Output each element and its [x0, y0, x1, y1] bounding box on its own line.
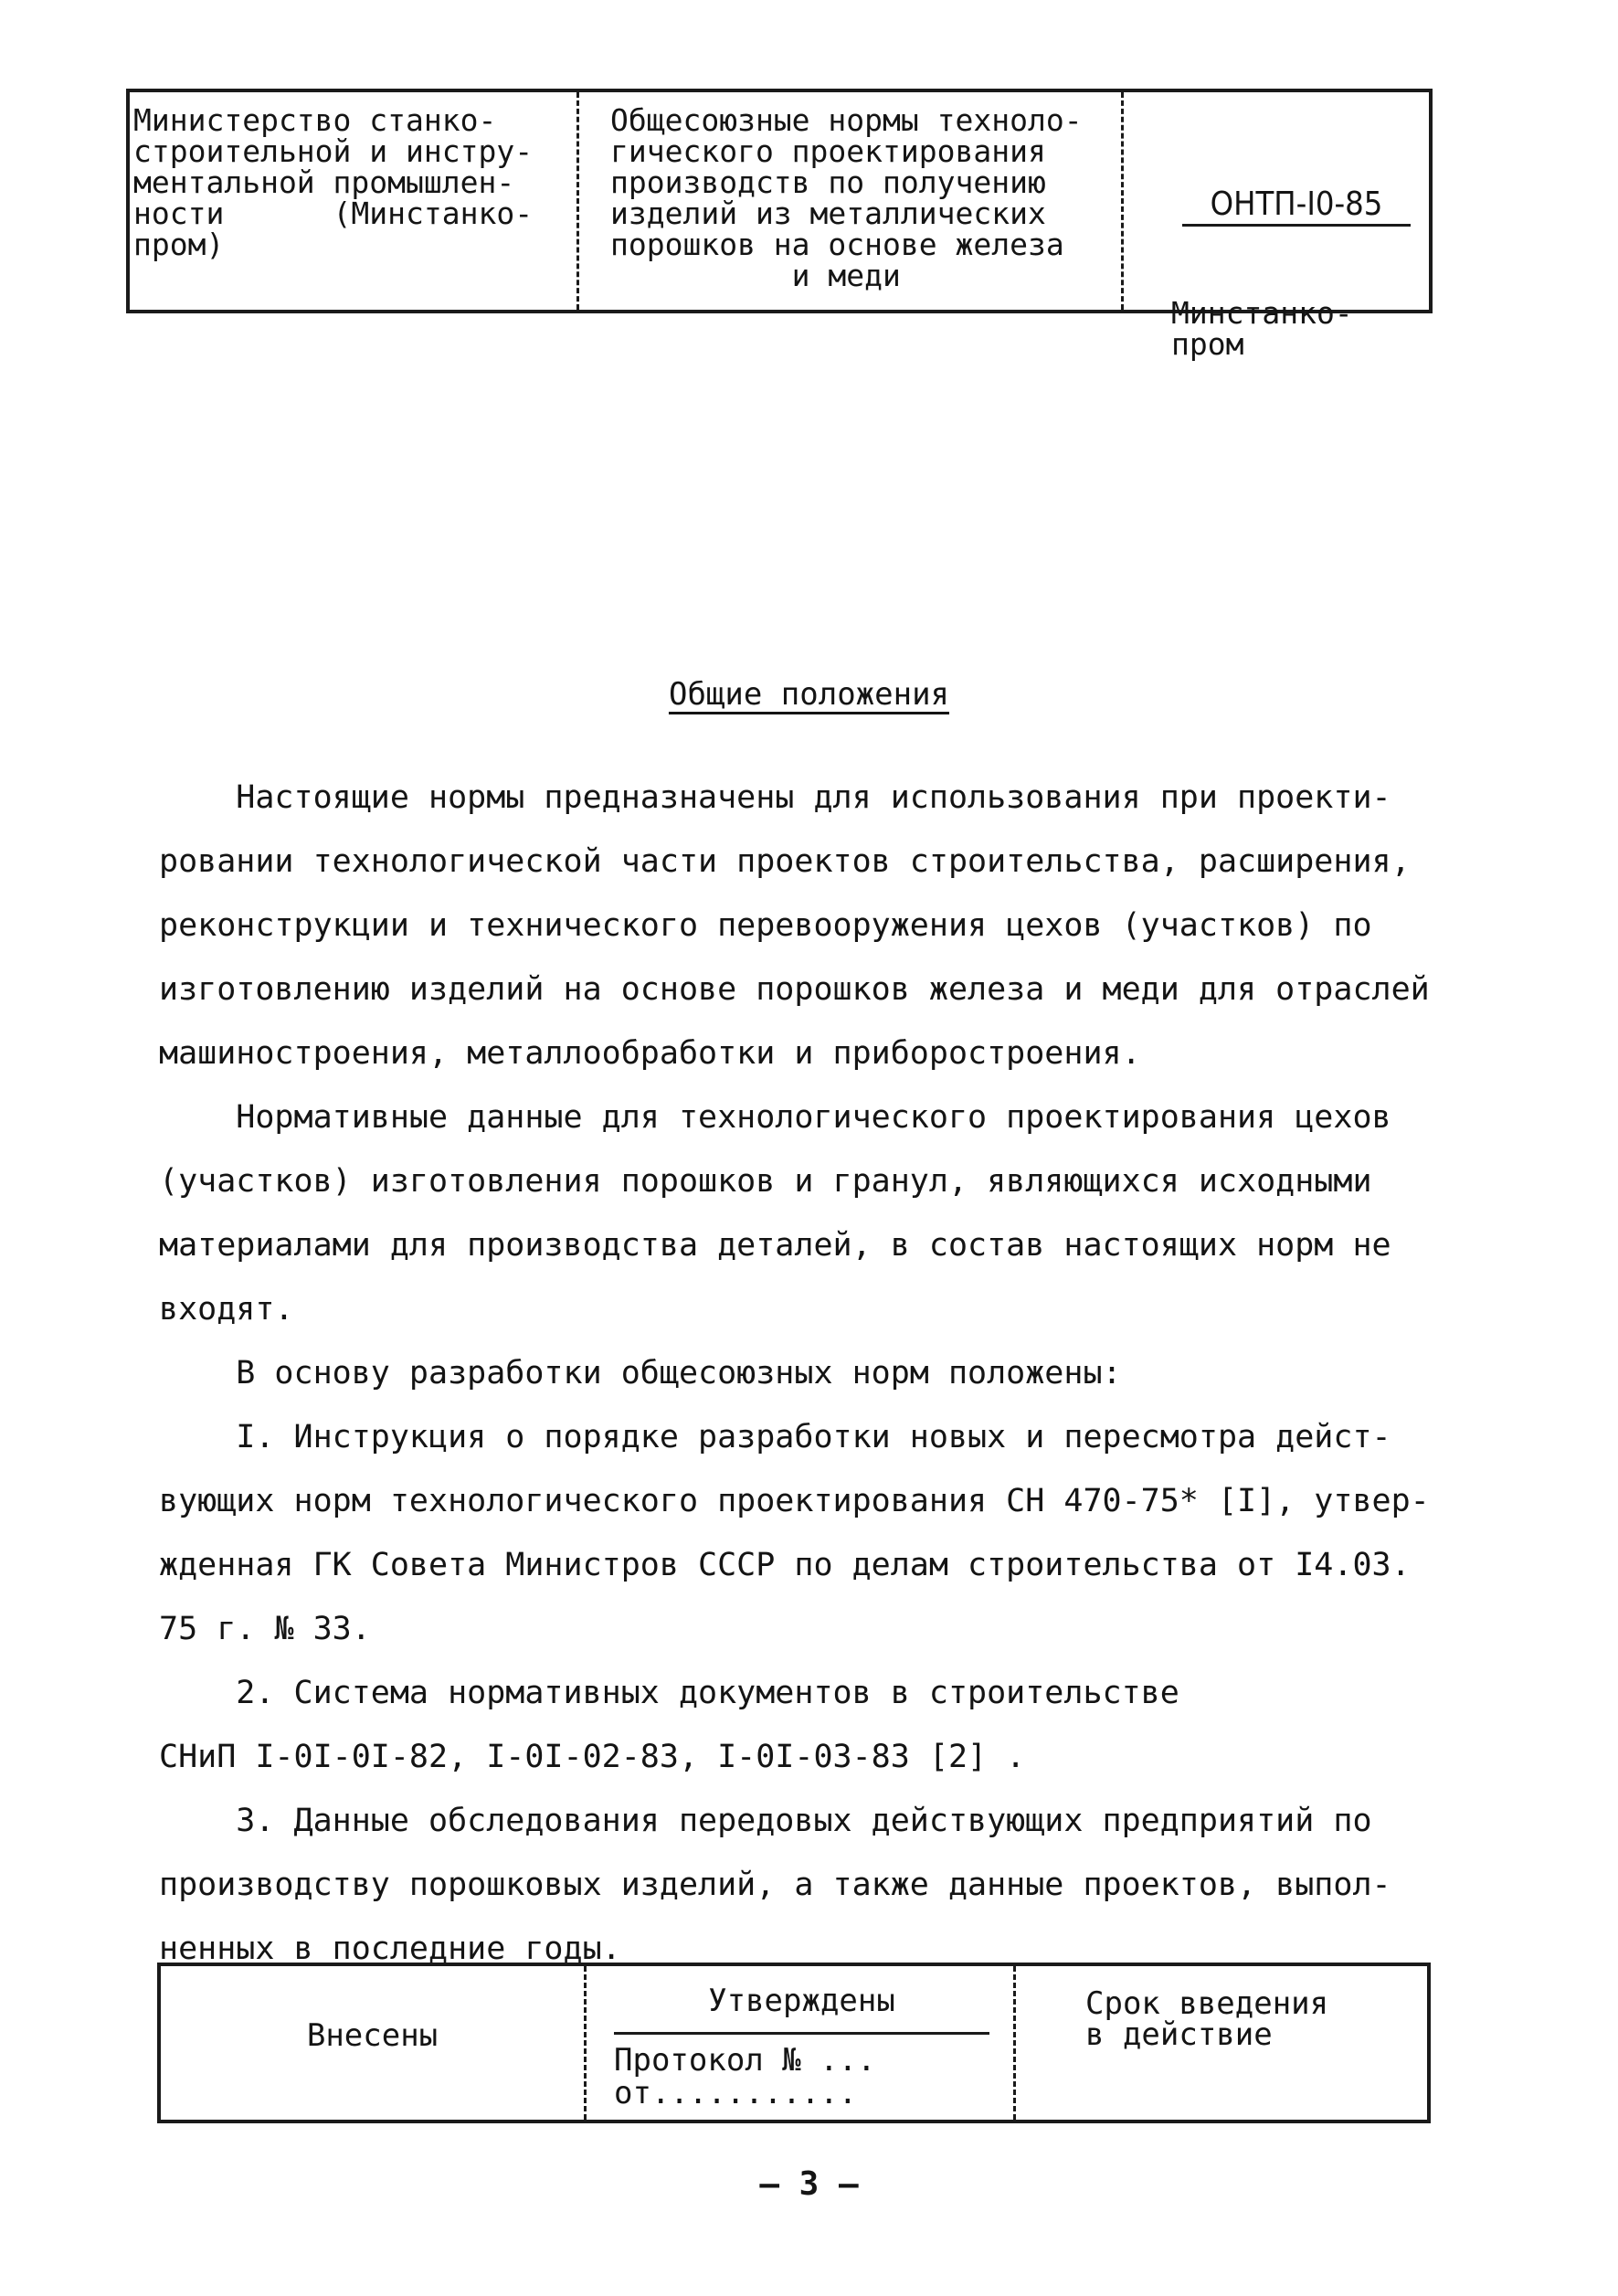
protocol-line: Протокол № ... от........... [614, 2042, 876, 2111]
effective-date-label: Срок введения в действие [1085, 1985, 1329, 2053]
approved-cell [587, 1966, 1016, 2120]
code-cell [1124, 92, 1429, 362]
submitted-cell [161, 1966, 587, 2120]
section-title [0, 676, 1618, 713]
page-number: — 3 — [759, 2165, 859, 2203]
document-title: Общесоюзные нормы техноло- гического проектирования производств по получению изделий из металлических порошков на основе железа и меди [579, 92, 1124, 310]
ministry-short-name: Минстанко- пром [1171, 295, 1353, 362]
body-text: Настоящие нормы предназначены для использования при проекти- ровании технологической части проектов строительства, расширения, реконструкции и технического перевооружения цехов (участков) по изготовлению изделий на основе порошков железа и меди для отраслей машиностроения, металлообработки и приборостроения. Нормативные данные для технологического проектирования цехов (участков) изготовления порошков и гранул, являющихся исходными материалами для производства деталей, в состав настоящих норм не входят. В основу разработки общесоюзных норм положены: I. Инструкция о порядке разработки новых и пересмотра дейст- вующих норм технологического проектирования СН 470-75* [I], утвер- жденная ГК Совета Министров СССР по делам строительства от I4.03. 75 г. № 33. 2. Система нормативных документов в строительстве СНиП I-0I-0I-82, I-0I-02-83, I-0I-03-83 [2] . 3. Данные обследования передовых действующих предприятий по производству порошковых изделий, а также данные проектов, выпол- ненных в последние годы. [159, 779, 1430, 1967]
section-title-text: Общие положения [668, 676, 950, 713]
header-table [126, 89, 1433, 362]
approval-table [157, 1963, 1431, 2123]
approved-label: Утверждены [614, 1983, 989, 2035]
ministry-name: Министерство станко- строительной и инстру- ментальной промышлен- ности (Минстанко- пром) [130, 92, 579, 310]
document-code: ОНТП-I0-85 [1182, 189, 1411, 227]
submitted-label: Внесены [306, 2017, 439, 2054]
